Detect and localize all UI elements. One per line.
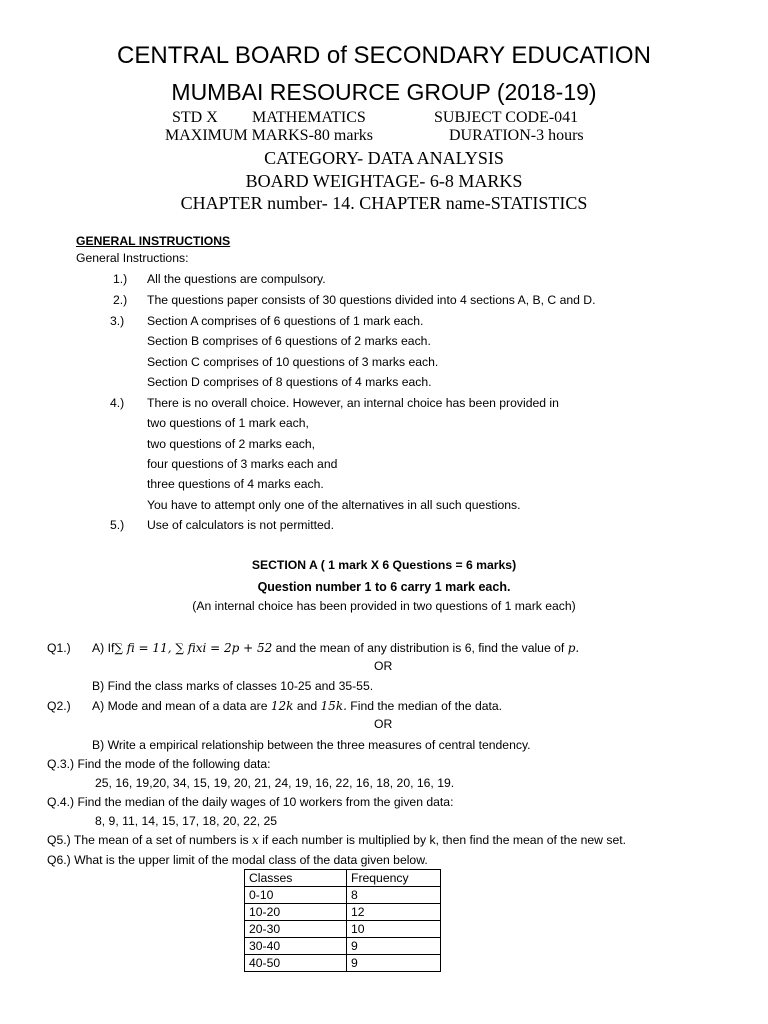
instruction-text: All the questions are compulsory. [147, 272, 326, 286]
subject-code-label: SUBJECT CODE-041 [434, 109, 579, 126]
instruction-text: four questions of 3 marks each and [147, 457, 338, 471]
table-row [245, 955, 441, 972]
q4: Q.4.) Find the median of the daily wages of 10 workers from the given data: [47, 795, 454, 809]
q2-b: B) Write a empirical relationship between the three measures of central tendency. [92, 738, 531, 752]
instruction-text: Section A comprises of 6 questions of 1 mark each. [147, 314, 424, 328]
table-cell: 40-50 [245, 955, 347, 972]
instruction-num: 2.) [113, 293, 128, 307]
table-cell: 8 [347, 887, 441, 904]
q2-a-prefix: A) Mode and mean of a data are [92, 699, 268, 713]
board-title: CENTRAL BOARD of SECONDARY EDUCATION [117, 42, 651, 69]
table-cell: 10 [347, 921, 441, 938]
max-marks-label: MAXIMUM MARKS-80 marks [165, 127, 374, 144]
resource-group-title: MUMBAI RESOURCE GROUP (2018-19) [171, 79, 597, 105]
q5-var: x [252, 833, 259, 847]
q2-label: Q2.) [47, 699, 71, 713]
instruction-num: 3.) [110, 314, 125, 328]
table-cell: 12 [347, 904, 441, 921]
q5-suffix: if each number is multiplied by k, then find the mean of the new set. [262, 833, 627, 847]
q3: Q.3.) Find the mode of the following data: [47, 757, 271, 771]
instruction-num: 1.) [113, 272, 128, 286]
chapter-label: CHAPTER number- 14. CHAPTER name-STATISTICS [180, 193, 588, 213]
instruction-text: Section B comprises of 6 questions of 2 marks each. [147, 334, 431, 348]
q2-a-and: and [296, 699, 318, 713]
section-a-title: SECTION A ( 1 mark X 6 Questions = 6 marks) [251, 558, 517, 572]
q6: Q6.) What is the upper limit of the modal class of the data given below. [47, 853, 428, 867]
instructions-subheading: General Instructions: [76, 251, 189, 265]
q1-b: B) Find the class marks of classes 10-25 and 35-55. [92, 679, 374, 693]
table-row [245, 904, 441, 921]
q5 [47, 832, 626, 848]
weightage-label: BOARD WEIGHTAGE- 6-8 MARKS [245, 171, 523, 191]
instruction-text: two questions of 1 mark each, [147, 416, 309, 430]
instruction-num: 4.) [110, 396, 125, 410]
instruction-text: three questions of 4 marks each. [147, 477, 324, 491]
table-row [245, 887, 441, 904]
section-a-note: (An internal choice has been provided in two questions of 1 mark each) [192, 599, 576, 613]
table-cell: 30-40 [245, 938, 347, 955]
q2-a-mean: 15k. [320, 699, 347, 713]
q3-data: 25, 16, 19,20, 34, 15, 19, 20, 21, 24, 19, 16, 22, 16, 18, 20, 16, 19. [95, 776, 455, 790]
duration-label: DURATION-3 hours [449, 127, 584, 144]
table-row [245, 921, 441, 938]
instruction-text: Section C comprises of 10 questions of 3 marks each. [147, 355, 439, 369]
q1-a-prefix: A) If [92, 641, 115, 655]
table-header-cell: Classes [245, 870, 347, 887]
table-cell: 20-30 [245, 921, 347, 938]
q1-label: Q1.) [47, 641, 71, 655]
q1-a-suffix: and the mean of any distribution is 6, find the value of [275, 641, 565, 655]
table-cell: 9 [347, 955, 441, 972]
instruction-text: The questions paper consists of 30 questions divided into 4 sections A, B, C and D. [147, 293, 596, 307]
q4-data: 8, 9, 11, 14, 15, 17, 18, 20, 22, 25 [95, 814, 278, 828]
instruction-text: There is no overall choice. However, an internal choice has been provided in [147, 396, 559, 410]
instruction-text: two questions of 2 marks each, [147, 437, 316, 451]
category-label: CATEGORY- DATA ANALYSIS [264, 148, 504, 168]
q1-a-math: ∑ fi = 11, ∑ fixi = 2p + 52 [114, 641, 273, 655]
q5-prefix: Q5.) The mean of a set of numbers is [47, 833, 249, 847]
instruction-num: 5.) [110, 518, 125, 532]
table-cell: 10-20 [245, 904, 347, 921]
or-divider: OR [374, 717, 393, 731]
table-row [245, 938, 441, 955]
instructions-heading: GENERAL INSTRUCTIONS [76, 234, 231, 248]
q2-a [92, 698, 502, 714]
table-cell: 0-10 [245, 887, 347, 904]
q1-a [92, 640, 579, 656]
table-cell: 9 [347, 938, 441, 955]
subject-label: MATHEMATICS [252, 109, 366, 126]
q2-a-suffix: Find the median of the data. [350, 699, 503, 713]
instruction-text: Section D comprises of 8 questions of 4 marks each. [147, 375, 432, 389]
q1-a-var: p. [567, 641, 580, 655]
std-label: STD X [172, 109, 218, 126]
frequency-table [244, 869, 441, 972]
or-divider: OR [374, 659, 393, 673]
section-a-subtitle: Question number 1 to 6 carry 1 mark each. [257, 580, 511, 594]
table-header-row [245, 870, 441, 887]
instruction-text: Use of calculators is not permitted. [147, 518, 334, 532]
instruction-text: You have to attempt only one of the alternatives in all such questions. [147, 498, 521, 512]
table-header-cell: Frequency [347, 870, 441, 887]
q2-a-mode: 12k [270, 699, 294, 713]
